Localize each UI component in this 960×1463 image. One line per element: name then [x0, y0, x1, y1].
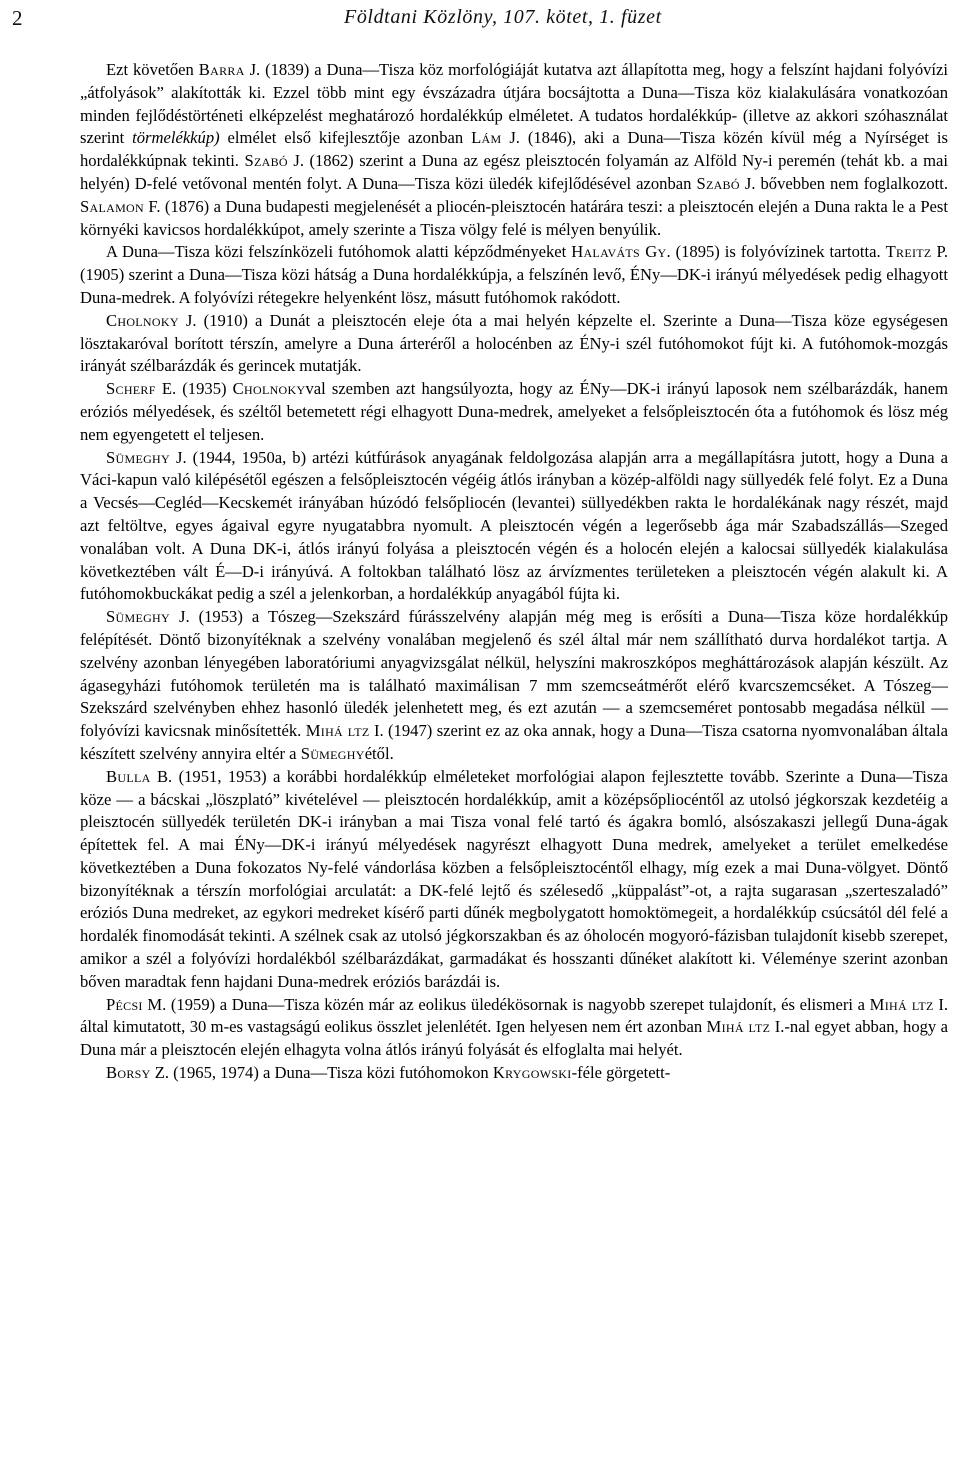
running-head: Földtani Közlöny, 107. kötet, 1. füzet	[344, 6, 662, 28]
text-run: -féle görgetett-	[571, 1063, 671, 1083]
paragraph	[80, 994, 948, 1062]
text-run: J. (1953) a Tószeg—Szekszárd fúrásszelvény alapján még meg is erősíti a Duna—Tisza köze hordalékkúp felépítését. Döntő bizonyítéknak a szelvény vonalában megjelenő és szél által már nem szállítható durva hordalékot tartja. A szelvény azonban lényegében laboratóriumi anyagvizsgálat nélkül, helyszíni makroszkópos megháttározások alapján készült. Az ágasegyházi futóhomok területén ma is található maximálisan 7 mm szemcseátmérőt elérő kvarcszemcséket. A Tószeg—Szekszárd szelvényben ehhez hasonló üledék jelenhetett meg, és ezt azután — a szemcseméret pontosabb megadása nélkül — folyóvízi kavicsnak minősítették.	[80, 607, 948, 741]
paragraph	[80, 606, 948, 766]
paragraph	[80, 378, 948, 446]
text-run: elmélet első kifejlesztője azonban	[219, 128, 472, 148]
author-name: Salamon	[80, 196, 144, 216]
paragraph	[80, 766, 948, 994]
author-name: Mihá ltz	[706, 1017, 771, 1037]
paragraph	[80, 1062, 948, 1085]
author-name: Szabó	[244, 151, 288, 171]
text-run: étől.	[364, 743, 394, 763]
text-run: A Duna—Tisza közi felszínközeli futóhomok alatti képződményeket	[106, 242, 572, 262]
author-name: Scherf	[106, 379, 156, 399]
author-name: Sümeghy	[300, 743, 365, 763]
text-run: Z. (1965, 1974) a Duna—Tisza közi futóhomokon	[150, 1063, 493, 1083]
italic-term: törmelékkúp)	[132, 128, 220, 148]
text-run: P. (1905) szerint a Duna—Tisza közi hátság a Duna hordalékkúpja, a felszínén levő, ÉNy—DK-i irányú mélyedések pedig elhagyott Duna-medrek. A folyóvízi rétegekre helyenként lösz, másutt futóhomok rakódott.	[80, 242, 948, 307]
author-name: Cholnoky	[232, 379, 306, 399]
text-run: I. által kimutatott, 30 m-es vastagságú eolikus összlet jelenlétét. Igen helyesen nem ért azonban	[80, 994, 948, 1037]
paragraph	[80, 59, 948, 241]
author-name: Szabó	[696, 173, 740, 193]
text-run: M. (1959) a Duna—Tisza közén már az eolikus üledékösornak is nagyobb szerepet tulajdonít, és elismeri a	[142, 994, 870, 1014]
text-run: I.-nal egyet abban, hogy a Duna már a pleisztocén elején elhagyta volna átlós irányú folyását és elfoglalta mai helyét.	[80, 1017, 948, 1060]
page-header	[12, 0, 948, 52]
text-run: J. (1910) a Dunát a pleisztocén eleje óta a mai helyén képzelte el. Szerinte a Duna—Tisza köze egységesen lösztakaróval borított térszín, amelyre a Duna árteréről a holocénben az ÉNy-i szél futóhomokot fújt ki. A futóhomok-mozgás irányát szélbarázdák és gerincek mutatják.	[80, 310, 948, 376]
text-run: val szemben azt hangsúlyozta, hogy az ÉNy—DK-i irányú laposok nem szélbarázdák, hanem eróziós mélyedések, és széltől betemetett régi elhagyott Duna-medrek, amelyeket a felsőpleisztocén óta a futóhomok és lösz még nem egyengetett el teljesen.	[80, 379, 948, 444]
text-run: J. (1846), aki a Duna—Tisza közén kívül még a Nyírséget is hordalékkúpnak tekinti.	[80, 128, 948, 171]
text-run: . (1895) is folyóvízinek tartotta.	[666, 242, 886, 262]
page-number: 2	[12, 6, 23, 30]
text-run: F. (1876) a Duna budapesti megjelenését a pliocén-pleisztocén határára teszi: a pleisztocén elején a Duna rakta le a Pest környéki kavicsos hordalékkúpot, amely szerinte a Tisza völgy felé is mélyen benyúlik.	[80, 196, 948, 239]
author-name: Treitz	[885, 242, 932, 262]
author-name: Sümeghy	[106, 607, 170, 627]
author-name: Halaváts Gy	[571, 242, 667, 262]
author-name: Sümeghy	[106, 447, 170, 467]
text-run: J. bővebben nem foglalkozott.	[739, 173, 948, 193]
author-name: Lám	[471, 128, 502, 148]
author-name: Cholnoky	[106, 310, 179, 330]
paragraph	[80, 447, 948, 607]
author-name: Pécsi	[106, 994, 143, 1014]
text-run: B. (1951, 1953) a korábbi hordalékkúp elméleteket morfológiai alapon fejlesztette tovább. Szerinte a Duna—Tisza köze — a bácskai „löszplató” kivételével — pleisztocén hordalékkúp, amit a középsőpliocéntől az utolsó jégkorszak kezdetéig a pleisztocén süllyedék területén DK-i irányban a mai Tisza vonal felé tartó és ágakra bomló, alsószakaszi jellegű Duna-ágak építettek fel. A mai ÉNy—DK-i irányú mélyedések nagyrészt elhagyott Duna medrek, amelyeket a terület emelkedése következtében a Duna fokozatos Ny-felé vándorlása közben a felsőpleisztocéntől elhagy, míg ezek a mai Duna-völgyet. Döntő bizonyítéknak a térszín morfológiai arculatát: a DK-felé lejtő és szélesedő „küppalást”-ot, a rajta sugarasan „szerteszaladó” eróziós Duna medreket, az egykori medreket kísérő parti dűnék megbolygatott homoktömegeit, a hordalékkúp csúcsától dél felé a hordalék finomodását tekinti. A szélnek csak az utolsó jégkorszakban és az óholocén mogyoró-fázisban tulajdonít kisebb szerepet, amikor a szél a folyóvízi hordalékból szélbarázdákat, garmadákat és hosszanti dűnéket alakított ki. Véleménye szerint azonban bőven maradtak fenn hajdani Duna-medrek eróziós barázdái is.	[80, 766, 948, 991]
paragraph	[80, 310, 948, 378]
author-name: Mihá ltz	[869, 994, 934, 1014]
text-run: E. (1935)	[155, 379, 233, 399]
text-run: I. (1947) szerint ez az oka annak, hogy a Duna—Tisza csatorna nyomvonalában általa készített szelvény annyira eltér a	[80, 721, 948, 763]
author-name: Borsy	[106, 1063, 151, 1083]
text-run: J. (1862) szerint a Duna az egész pleisztocén folyamán az Alföld Ny-i peremén (tehát kb. a mai helyén) D-felé vetővonal mentén folyt. A Duna—Tisza közi üledék kifejlődésével azonban	[80, 151, 949, 193]
body-text	[80, 59, 948, 1085]
text-run: Ezt követően	[106, 60, 199, 79]
author-name: Mihá ltz	[305, 721, 370, 741]
author-name: Bulla	[106, 766, 151, 786]
text-run: J. (1944, 1950a, b) artézi kútfúrások anyagának feldolgozása alapján arra a megállapításra jutott, hogy a Duna a Váci-kapun való kilépésétől egészen a felsőpleisztocén végéig átlós irányban a közép-alföldi nagy süllyedék felé folyt. Ez a Duna a Vecsés—Cegléd—Kecskemét irányában húzódó felsőpliocén (levantei) süllyedékben rakta le hordalékának nagy részét, majd azt feltöltve, egyes ágaival egyre nyugatabbra nyomult. A pleisztocén végén a legerősebb ága már Szabadszállás—Szeged vonalában volt. A Duna DK-i, átlós irányú folyása a pleisztocén végén és a holocén elején a kalocsai süllyedék kialakulása következtében vált É—D-i irányúvá. A foltokban található lösz az árvízmentes területeken a pleisztocén végén alakult ki. A futóhomokbuckákat pedig a szél a jelenkorban, a hordalékkúp anyagából fújta ki.	[80, 447, 948, 604]
text-run: J. (1839) a Duna—Tisza köz morfológiáját kutatva azt állapította meg, hogy a felszínt hajdani folyóvízi „átfolyások” alakították ki. Ezzel több mint egy évszázadra útjára bocsájtotta a Duna—Tisza köz kialakulására vonatkozóan minden fejlődéstörténeti elképzelést meghatározó hordalékkúp elméletet. A tudatos hordalékkúp- (illetve az akkori szóhasználat szerint	[80, 60, 948, 148]
author-name: Barra	[198, 60, 245, 79]
author-name: Krygowski	[492, 1063, 572, 1083]
paragraph	[80, 241, 948, 309]
